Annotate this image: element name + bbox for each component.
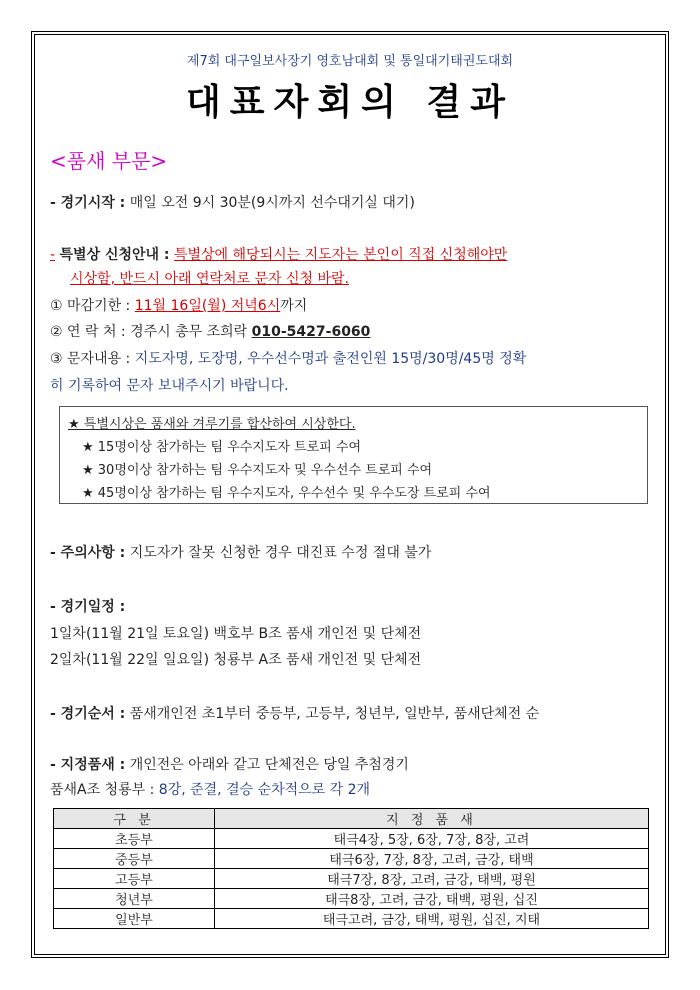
- group-a-line: [50, 779, 370, 799]
- order-line: [50, 703, 539, 723]
- table-cell-poomsae: 태극8장, 고려, 금강, 태백, 평원, 십진: [215, 889, 649, 909]
- table-header-division: 구 분: [54, 809, 215, 829]
- special-text-1: 특별상에 해당되시는 지도자는 본인이 직접 신청해야만: [173, 247, 508, 263]
- notes-item-15: ★ 15명이상 참가하는 팀 우수지도자 트로피 수여: [82, 440, 362, 455]
- schedule-label: - 경기일정 :: [50, 599, 126, 615]
- notes-heading: ★ 특별시상은 품새와 겨루기를 합산하여 시상한다.: [68, 417, 356, 432]
- table-cell-division: 초등부: [54, 829, 215, 849]
- contact-phone: 010-5427-6060: [251, 324, 371, 340]
- table-row: [54, 829, 649, 849]
- special-dash: -: [50, 247, 56, 263]
- start-label: - 경기시작 :: [50, 195, 126, 211]
- notes-item-30: ★ 30명이상 참가하는 팀 우수지도자 및 우수선수 트로피 수여: [82, 463, 433, 478]
- caution-line: [50, 542, 431, 562]
- section-title: <품새 부문>: [50, 149, 168, 173]
- deadline-suffix: 까지: [280, 298, 308, 314]
- event-subtitle: 제7회 대구일보사장기 영호남대회 및 통일대기태권도대회: [186, 54, 514, 69]
- table-cell-poomsae: 태극고려, 금강, 태백, 평원, 십진, 지태: [215, 909, 649, 929]
- designated-poomsae-table: [53, 808, 649, 929]
- special-text-2: 시상함, 반드시 아래 연락처로 문자 신청 바람.: [70, 271, 350, 287]
- table-cell-division: 청년부: [54, 889, 215, 909]
- contact-line: [50, 321, 370, 341]
- deadline-label: ① 마감기한 :: [50, 298, 131, 314]
- start-value: 매일 오전 9시 30분(9시까지 선수대기실 대기): [129, 195, 415, 211]
- caution-label: - 주의사항 :: [50, 545, 126, 561]
- order-label: - 경기순서 :: [50, 706, 126, 722]
- schedule-day-1: 1일차(11월 21일 토요일) 백호부 B조 품새 개인전 및 단체전: [50, 626, 422, 642]
- group-a-label: 품새A조 청룡부 :: [50, 782, 155, 798]
- designated-value: 개인전은 아래와 같고 단체전은 당일 추첨경기: [129, 757, 409, 773]
- table-header-poomsae: 지 정 품 새: [215, 809, 649, 829]
- page-title: 대표자회의 결과: [186, 82, 514, 123]
- special-award-notes: [59, 406, 648, 504]
- table-header-row: [54, 809, 649, 829]
- special-label: 특별상 신청안내 :: [59, 247, 170, 263]
- special-line-1: [50, 244, 507, 264]
- message-line-1: [50, 348, 526, 368]
- table-cell-division: 중등부: [54, 849, 215, 869]
- schedule-day-2: 2일차(11월 22일 일요일) 청룡부 A조 품새 개인전 및 단체전: [50, 652, 422, 668]
- start-line: [50, 192, 415, 212]
- message-text-2: 히 기록하여 문자 보내주시기 바랍니다.: [50, 378, 289, 394]
- table-row: [54, 889, 649, 909]
- table-row: [54, 869, 649, 889]
- deadline-line: [50, 295, 307, 315]
- notes-item-45: ★ 45명이상 참가하는 팀 우수지도자, 우수선수 및 우수도장 트로피 수여: [82, 486, 491, 501]
- table-cell-division: 일반부: [54, 909, 215, 929]
- designated-line: [50, 754, 409, 774]
- table-row: [54, 849, 649, 869]
- table-cell-poomsae: 태극6장, 7장, 8장, 고려, 금강, 태백: [215, 849, 649, 869]
- table-cell-poomsae: 태극4장, 5장, 6장, 7장, 8장, 고려: [215, 829, 649, 849]
- group-a-value: 8강, 준결, 결승 순차적으로 각 2개: [158, 782, 371, 798]
- table-cell-poomsae: 태극7장, 8장, 고려, 금강, 태백, 평원: [215, 869, 649, 889]
- message-text-1: 지도자명, 도장명, 우수선수명과 출전인원 15명/30명/45명 정확: [134, 351, 527, 367]
- message-label: ③ 문자내용 :: [50, 351, 131, 367]
- deadline-value: 11월 16일(월) 저녁6시: [134, 298, 281, 314]
- designated-label: - 지정품새 :: [50, 757, 126, 773]
- caution-value: 지도자가 잘못 신청한 경우 대진표 수정 절대 불가: [129, 545, 432, 561]
- table-row: [54, 909, 649, 929]
- contact-label: ② 연 락 처 : 경주시 총무 조희락: [50, 324, 248, 340]
- table-cell-division: 고등부: [54, 869, 215, 889]
- order-value: 품새개인전 초1부터 중등부, 고등부, 청년부, 일반부, 품새단체전 순: [129, 706, 540, 722]
